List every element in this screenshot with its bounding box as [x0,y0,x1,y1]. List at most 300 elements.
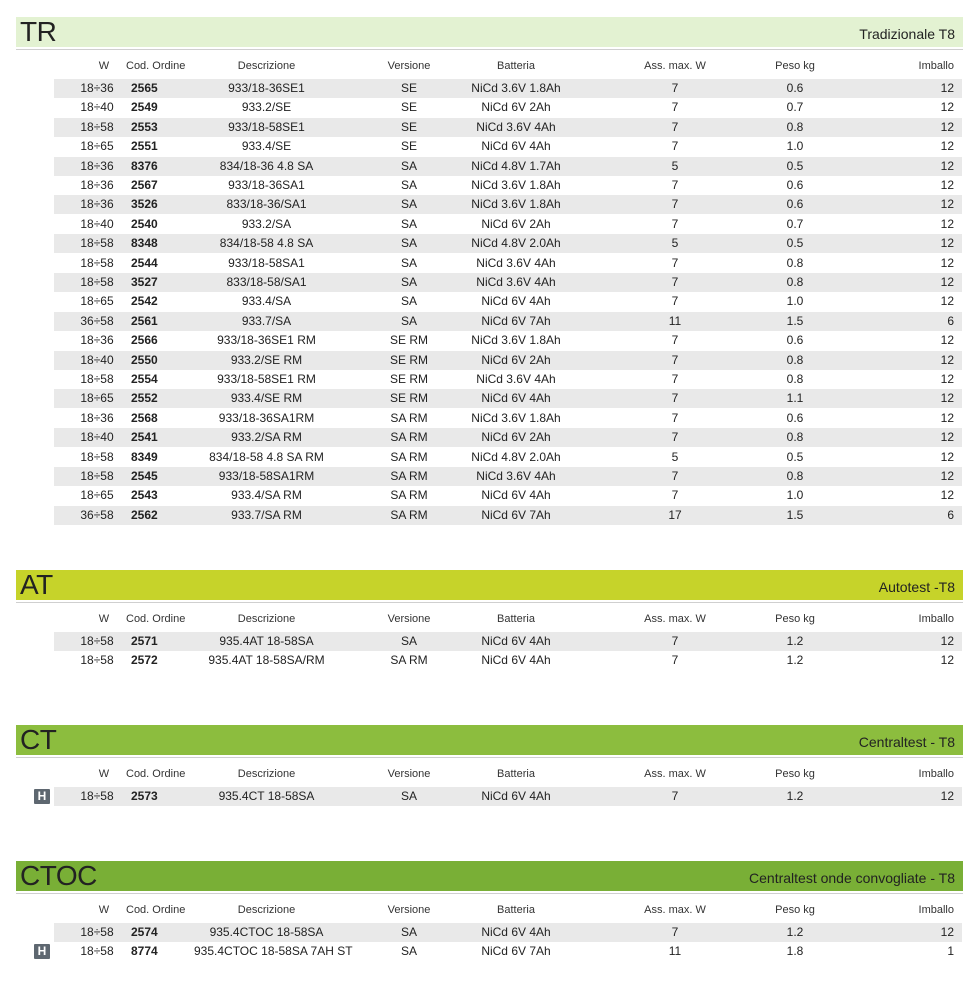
cell-peso: 0.6 [786,410,804,425]
section-family-title: Centraltest onde convogliate - T8 [749,870,955,886]
cell-ass: 5 [671,158,679,173]
cell-cod: 2554 [131,372,158,386]
column-header-imb: Imballo [918,613,954,625]
cell-cod: 2551 [131,139,158,154]
column-header-peso: Peso kg [775,904,815,916]
cell-ver: SA RM [390,488,428,503]
cell-ver: SA [400,216,417,231]
cell-bat: NiCd 6V 7Ah [481,313,551,328]
column-header-cod: Cod. Ordine [126,768,186,780]
cell-desc: 833/18-36/SA1 [226,197,307,212]
column-header-bat: Batteria [497,613,535,625]
cell-ver: SA [400,158,417,173]
cell-desc: 933/18-58SA1RM [218,469,315,483]
cell-imb: 12 [940,197,954,212]
cell-ass: 7 [671,391,679,406]
cell-imb: 12 [940,275,954,289]
cell-peso: 1.0 [786,488,804,503]
cell-peso: 1.8 [786,944,804,959]
cell-w: 18÷58 [80,925,114,939]
cell-desc: 935.4CTOC 18-58SA 7AH ST [194,944,353,959]
cell-w: 18÷36 [80,81,114,95]
cell-desc: 933.4/SE [241,139,292,154]
cell-desc: 933/18-36SE1 RM [217,333,316,348]
cell-imb: 12 [940,158,954,173]
section-band-ctoc [16,861,963,891]
cell-ver: SA [400,294,417,309]
cell-cod: 2571 [131,634,158,648]
table-header [54,60,962,76]
cell-imb: 12 [940,653,954,668]
cell-ver: SA RM [390,449,428,464]
cell-ass: 7 [671,488,679,503]
cell-peso: 1.2 [786,653,804,668]
cell-peso: 0.6 [786,178,804,192]
cell-desc: 935.4AT 18-58SA/RM [208,653,325,668]
table-row [54,176,962,195]
cell-imb: 12 [940,789,954,803]
cell-peso: 1.1 [786,391,804,406]
table-header [54,768,962,784]
cell-desc: 935.4CTOC 18-58SA [209,925,324,939]
cell-ver: SE [400,139,417,154]
cell-peso: 1.2 [786,925,804,939]
cell-cod: 2572 [131,653,158,668]
cell-desc: 933.4/SA [241,294,292,309]
cell-w: 18÷36 [80,333,114,348]
cell-w: 18÷58 [80,653,114,668]
cell-desc: 933.7/SA RM [231,507,302,522]
cell-bat: NiCd 3.6V 4Ah [476,372,556,386]
section-code: CTOC [20,860,97,891]
column-header-w: W [98,904,110,916]
cell-desc: 834/18-58 4.8 SA [219,236,314,251]
cell-ass: 7 [671,294,679,309]
column-header-cod: Cod. Ordine [126,904,186,916]
cell-imb: 12 [940,634,954,648]
column-header-desc: Descrizione [237,904,296,916]
cell-bat: NiCd 6V 2Ah [481,352,551,367]
table-row [54,79,962,98]
table-row [54,331,962,350]
cell-ass: 7 [671,430,679,445]
cell-w: 18÷58 [80,469,114,483]
cell-ass: 17 [668,507,682,522]
cell-cod: 2561 [131,313,158,328]
cell-bat: NiCd 4.8V 1.7Ah [471,158,561,173]
column-header-desc: Descrizione [237,613,296,625]
cell-bat: NiCd 6V 4Ah [481,294,551,309]
column-header-ass: Ass. max. W [644,613,706,625]
cell-imb: 12 [940,488,954,503]
table-row [54,234,962,253]
table-row [54,409,962,428]
cell-bat: NiCd 3.6V 1.8Ah [471,178,561,192]
cell-peso: 0.5 [786,158,804,173]
cell-ver: SE [400,81,417,95]
cell-ver: SA RM [390,430,428,445]
column-header-imb: Imballo [918,904,954,916]
cell-peso: 0.8 [786,430,804,445]
cell-cod: 3526 [131,197,158,212]
column-header-imb: Imballo [918,60,954,72]
cell-peso: 1.2 [786,789,804,803]
table-row [54,215,962,234]
column-header-cod: Cod. Ordine [126,60,186,72]
cell-imb: 12 [940,119,954,134]
cell-ass: 7 [671,100,679,115]
cell-ass: 7 [671,255,679,270]
table-row [54,632,962,651]
table-row [54,137,962,156]
column-header-ass: Ass. max. W [644,60,706,72]
column-header-bat: Batteria [497,60,535,72]
cell-ass: 7 [671,410,679,425]
cell-ver: SE RM [389,391,428,406]
column-header-ass: Ass. max. W [644,904,706,916]
table-row [54,273,962,292]
cell-w: 18÷58 [80,944,114,959]
cell-bat: NiCd 3.6V 4Ah [476,119,556,134]
cell-ver: SA [400,178,417,192]
cell-w: 18÷58 [80,449,114,464]
cell-peso: 0.6 [786,333,804,348]
cell-desc: 933.4/SA RM [231,488,302,503]
cell-w: 18÷36 [80,178,114,192]
cell-ver: SE RM [389,352,428,367]
cell-imb: 12 [940,81,954,95]
cell-ver: SA [400,789,417,803]
cell-w: 18÷58 [80,236,114,251]
table-row [54,312,962,331]
table-row [54,292,962,311]
cell-desc: 834/18-58 4.8 SA RM [209,449,324,464]
cell-bat: NiCd 3.6V 4Ah [476,469,556,483]
cell-desc: 933.2/SA RM [231,430,302,445]
cell-bat: NiCd 3.6V 1.8Ah [471,410,561,425]
cell-w: 18÷40 [80,216,114,231]
table-row [54,942,962,961]
cell-bat: NiCd 3.6V 1.8Ah [471,81,561,95]
cell-cod: 2566 [131,333,158,348]
cell-w: 18÷58 [80,789,114,803]
column-header-w: W [98,768,110,780]
cell-bat: NiCd 6V 2Ah [481,100,551,115]
cell-w: 36÷58 [80,313,114,328]
cell-ver: SE [400,100,417,115]
table-row [54,428,962,447]
cell-w: 18÷58 [80,372,114,386]
cell-cod: 2541 [131,430,158,445]
cell-imb: 12 [940,294,954,309]
cell-ver: SA [400,925,417,939]
cell-imb: 12 [940,333,954,348]
column-header-ver: Versione [387,60,431,72]
cell-peso: 0.5 [786,236,804,251]
cell-cod: 2562 [131,507,158,522]
cell-desc: 935.4AT 18-58SA [219,634,314,648]
cell-cod: 2543 [131,488,158,503]
cell-w: 18÷65 [80,139,114,154]
cell-w: 18÷40 [80,352,114,367]
cell-imb: 12 [940,216,954,231]
cell-peso: 0.7 [786,100,804,115]
section-band-at [16,570,963,600]
column-header-ver: Versione [387,613,431,625]
cell-ass: 7 [671,197,679,212]
cell-imb: 6 [947,313,954,328]
cell-peso: 0.7 [786,216,804,231]
cell-w: 18÷40 [80,100,114,115]
cell-peso: 0.6 [786,81,804,95]
cell-cod: 2574 [131,925,158,939]
column-header-w: W [98,60,110,72]
cell-desc: 933/18-36SA1 [228,178,305,192]
cell-ver: SE RM [389,333,428,348]
cell-peso: 0.8 [786,352,804,367]
column-header-desc: Descrizione [237,60,296,72]
table-row [54,389,962,408]
cell-w: 18÷65 [80,391,114,406]
table-row [54,651,962,670]
cell-ass: 5 [671,449,679,464]
cell-ass: 7 [671,119,679,134]
cell-peso: 0.8 [786,255,804,270]
cell-w: 18÷58 [80,275,114,289]
cell-bat: NiCd 3.6V 4Ah [476,255,556,270]
table-row [54,157,962,176]
cell-w: 18÷36 [80,158,114,173]
cell-peso: 1.5 [786,313,804,328]
cell-cod: 2567 [131,178,158,192]
cell-bat: NiCd 6V 4Ah [481,789,551,803]
cell-peso: 0.6 [786,197,804,212]
cell-ass: 11 [668,313,682,328]
cell-cod: 2549 [131,100,158,115]
cell-w: 18÷36 [80,197,114,212]
cell-bat: NiCd 3.6V 4Ah [476,275,556,289]
table-row [54,486,962,505]
cell-bat: NiCd 6V 4Ah [481,925,551,939]
cell-imb: 12 [940,178,954,192]
table-row [54,370,962,389]
section-divider [16,757,963,758]
cell-desc: 933/18-58SA1 [228,255,305,270]
cell-peso: 0.8 [786,469,804,483]
section-divider [16,893,963,894]
cell-ass: 7 [671,372,679,386]
cell-w: 18÷58 [80,634,114,648]
cell-imb: 12 [940,139,954,154]
cell-peso: 0.5 [786,449,804,464]
column-header-ver: Versione [387,768,431,780]
cell-ver: SA [400,634,417,648]
cell-w: 18÷40 [80,430,114,445]
cell-ver: SA [400,944,417,959]
column-header-imb: Imballo [918,768,954,780]
cell-desc: 933.7/SA [241,313,292,328]
cell-ass: 7 [671,81,679,95]
cell-cod: 2565 [131,81,158,95]
section-family-title: Tradizionale T8 [859,26,955,42]
table-row [54,195,962,214]
cell-desc: 933/18-58SE1 RM [217,372,316,386]
column-header-cod: Cod. Ordine [126,613,186,625]
cell-bat: NiCd 6V 4Ah [481,653,551,668]
cell-ass: 7 [671,275,679,289]
column-header-ass: Ass. max. W [644,768,706,780]
cell-ver: SA [400,275,417,289]
cell-cod: 8348 [131,236,158,251]
cell-bat: NiCd 6V 4Ah [481,391,551,406]
cell-ass: 7 [671,634,679,648]
column-header-peso: Peso kg [775,768,815,780]
cell-bat: NiCd 4.8V 2.0Ah [471,449,561,464]
table-row [54,787,962,806]
column-header-w: W [98,613,110,625]
cell-ver: SE [400,119,417,134]
cell-bat: NiCd 3.6V 1.8Ah [471,333,561,348]
h-badge-icon: H [34,789,50,804]
cell-ver: SA [400,236,417,251]
cell-desc: 933.2/SA [241,216,292,231]
table-row [54,923,962,942]
column-header-desc: Descrizione [237,768,296,780]
cell-ver: SA [400,313,417,328]
table-row [54,98,962,117]
cell-bat: NiCd 6V 2Ah [481,216,551,231]
cell-bat: NiCd 6V 4Ah [481,488,551,503]
section-family-title: Centraltest - T8 [858,734,955,750]
cell-cod: 2550 [131,352,158,367]
cell-imb: 12 [940,100,954,115]
cell-ver: SA RM [390,469,428,483]
table-header [54,904,962,920]
cell-cod: 8774 [131,944,158,959]
cell-cod: 8349 [131,449,158,464]
section-divider [16,602,963,603]
cell-ass: 7 [671,469,679,483]
column-header-peso: Peso kg [775,613,815,625]
cell-desc: 935.4CT 18-58SA [218,789,315,803]
cell-imb: 12 [940,255,954,270]
cell-w: 18÷58 [80,255,114,270]
table-header [54,613,962,629]
cell-desc: 933.2/SE [241,100,292,115]
cell-ass: 7 [671,352,679,367]
cell-peso: 0.8 [786,372,804,386]
cell-desc: 933.4/SE RM [230,391,303,406]
cell-bat: NiCd 6V 7Ah [481,944,551,959]
cell-cod: 2552 [131,391,158,406]
cell-peso: 1.5 [786,507,804,522]
cell-ver: SA [400,255,417,270]
cell-bat: NiCd 6V 4Ah [481,634,551,648]
section-divider [16,49,963,50]
cell-cod: 2568 [131,410,158,425]
cell-bat: NiCd 6V 4Ah [481,139,551,154]
section-band-tr [16,17,963,47]
table-row [54,506,962,525]
cell-desc: 933/18-58SE1 [228,119,305,134]
cell-ver: SA RM [390,653,428,668]
cell-ver: SA [400,197,417,212]
cell-cod: 8376 [131,158,158,173]
cell-imb: 12 [940,469,954,483]
cell-imb: 1 [947,944,954,959]
cell-ver: SA RM [390,410,428,425]
section-code: AT [20,569,53,600]
cell-ass: 7 [671,178,679,192]
cell-ass: 7 [671,216,679,231]
cell-ass: 7 [671,653,679,668]
cell-imb: 12 [940,352,954,367]
cell-peso: 1.2 [786,634,804,648]
cell-ver: SE RM [389,372,428,386]
cell-peso: 0.8 [786,119,804,134]
column-header-bat: Batteria [497,904,535,916]
cell-cod: 2553 [131,119,158,134]
section-code: TR [20,16,57,47]
cell-desc: 933.2/SE RM [230,352,303,367]
cell-imb: 12 [940,430,954,445]
cell-peso: 0.8 [786,275,804,289]
table-row [54,448,962,467]
cell-imb: 12 [940,391,954,406]
cell-w: 18÷36 [80,410,114,425]
cell-cod: 2540 [131,216,158,231]
cell-imb: 12 [940,449,954,464]
cell-peso: 1.0 [786,294,804,309]
cell-cod: 2545 [131,469,158,483]
cell-w: 18÷58 [80,119,114,134]
cell-imb: 12 [940,410,954,425]
cell-w: 18÷65 [80,488,114,503]
cell-ass: 7 [671,925,679,939]
cell-ass: 7 [671,139,679,154]
cell-ass: 7 [671,789,679,803]
cell-w: 36÷58 [80,507,114,522]
cell-imb: 12 [940,236,954,251]
column-header-ver: Versione [387,904,431,916]
section-family-title: Autotest -T8 [878,579,955,595]
table-row [54,351,962,370]
cell-bat: NiCd 4.8V 2.0Ah [471,236,561,251]
table-row [54,118,962,137]
cell-imb: 12 [940,372,954,386]
column-header-bat: Batteria [497,768,535,780]
cell-desc: 933/18-36SE1 [228,81,305,95]
cell-cod: 3527 [131,275,158,289]
cell-bat: NiCd 6V 7Ah [481,507,551,522]
cell-desc: 933/18-36SA1RM [218,410,315,425]
cell-ass: 11 [668,944,682,959]
cell-imb: 12 [940,925,954,939]
section-band-ct [16,725,963,755]
cell-cod: 2573 [131,789,158,803]
cell-ass: 7 [671,333,679,348]
cell-cod: 2544 [131,255,158,270]
cell-desc: 834/18-36 4.8 SA [219,158,314,173]
cell-imb: 6 [947,507,954,522]
cell-bat: NiCd 6V 2Ah [481,430,551,445]
h-badge-icon: H [34,944,50,959]
cell-w: 18÷65 [80,294,114,309]
cell-ass: 5 [671,236,679,251]
cell-desc: 833/18-58/SA1 [226,275,307,289]
cell-cod: 2542 [131,294,158,309]
column-header-peso: Peso kg [775,60,815,72]
